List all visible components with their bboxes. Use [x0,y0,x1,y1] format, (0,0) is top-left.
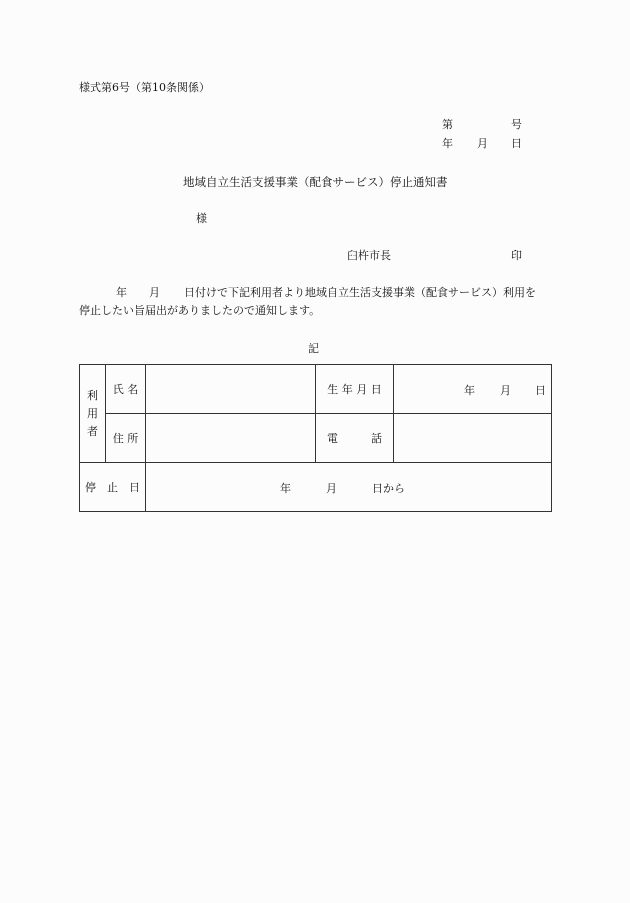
birthdate-value [394,365,552,414]
body-date-month: 月 [149,286,160,299]
name-value [146,365,316,414]
issuer-name: 臼杵市長 [347,249,391,262]
stop-day-suffix: 日から [372,482,405,495]
addressee-suffix: 様 [196,212,207,225]
stop-month: 月 [326,482,337,495]
table-row [80,414,552,463]
user-label-char: 利 [87,388,98,402]
user-info-table [79,364,552,512]
body-date-year: 年 [116,286,127,299]
body-line-1: 日付けで下記利用者より地域自立生活支援事業（配食サービス）利用を [184,286,536,299]
table-row [80,365,552,414]
header-date-year: 年 [442,137,453,150]
birth-day: 日 [535,384,546,397]
birth-month: 月 [500,384,511,397]
ki-heading: 記 [308,342,319,355]
name-label: 氏 名 [106,365,146,414]
phone-value [394,414,552,463]
birthdate-label: 生 年 月 日 [316,365,394,414]
seal-mark: 印 [511,249,522,262]
address-value [146,414,316,463]
phone-label: 電 話 [316,414,394,463]
form-label: 様式第6号（第10条関係） [79,81,210,94]
user-label-char: 用 [87,406,98,420]
birth-year: 年 [464,384,475,397]
number-prefix: 第 [442,118,453,131]
user-label-char: 者 [87,424,98,438]
stop-date-value [146,463,552,512]
number-suffix: 号 [511,118,522,131]
address-label: 住 所 [106,414,146,463]
document-title: 地域自立生活支援事業（配食サービス）停止通知書 [183,175,448,189]
stop-date-label: 停 止 日 [80,463,146,512]
stop-year: 年 [280,482,291,495]
header-date-month: 月 [477,137,488,150]
header-date-day: 日 [511,137,522,150]
user-label [80,365,106,463]
body-line-2: 停止したい旨届出がありましたので通知します。 [79,304,321,317]
table-row [80,463,552,512]
